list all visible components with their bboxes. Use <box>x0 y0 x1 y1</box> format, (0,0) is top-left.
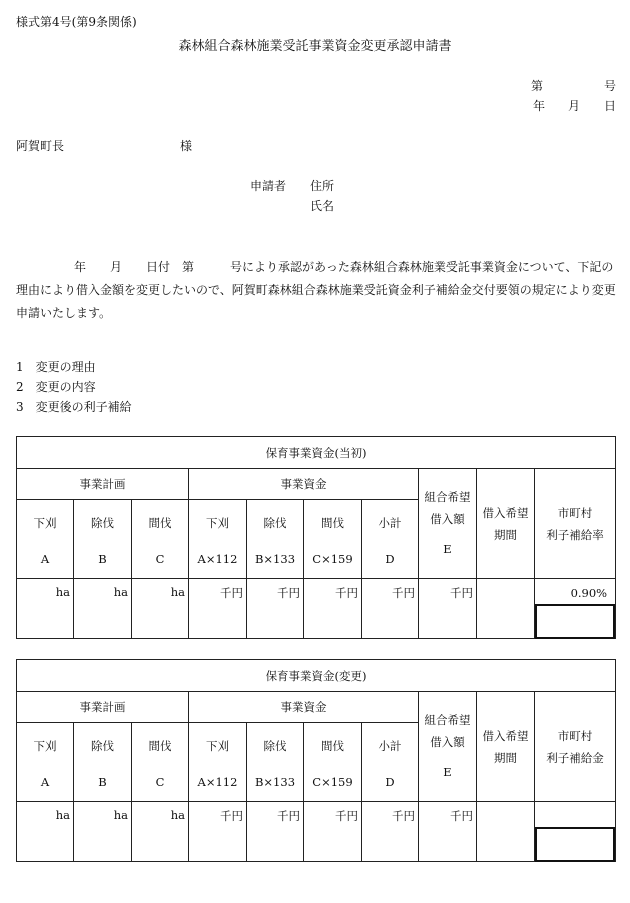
fund-col-kanbatsu: 間伐 C×159 <box>304 723 362 802</box>
loan-period-value <box>477 579 535 639</box>
fund-col-jobatsu: 除伐 B×133 <box>247 723 304 802</box>
unit-yen: 千円 <box>419 579 477 639</box>
unit-yen: 千円 <box>362 802 419 862</box>
rate-entry-box <box>535 604 615 639</box>
loan-request-header: 組合希望 借入額 E <box>419 469 477 579</box>
plan-col-shimokari: 下刈 A <box>17 500 74 579</box>
unit-yen: 千円 <box>247 579 304 639</box>
unit-ha: ha <box>17 802 74 862</box>
date-year: 年 <box>533 99 546 113</box>
unit-yen: 千円 <box>419 802 477 862</box>
fund-col-subtotal: 小計 D <box>362 723 419 802</box>
number-suffix: 号 <box>604 79 617 93</box>
number-label: 第 <box>531 79 544 93</box>
interest-rate-value: 0.90% <box>535 579 616 639</box>
plan-col-kanbatsu: 間伐 C <box>132 500 189 579</box>
group-plan-header: 事業計画 <box>17 469 189 500</box>
unit-yen: 千円 <box>304 802 362 862</box>
body-paragraph: 年 月 日付 第 号により承認があった森林組合森林施業受託事業資金について、下記の理由により借入金額を変更したいので、阿賀町森林組合森林施業受託資金利子補給金交付要領の規定により変更申請いたします。 <box>16 260 616 320</box>
group-plan-header: 事業計画 <box>17 692 189 723</box>
plan-col-jobatsu: 除伐 B <box>74 500 132 579</box>
loan-period-header: 借入希望 期間 <box>477 469 535 579</box>
fund-col-subtotal: 小計 D <box>362 500 419 579</box>
unit-yen: 千円 <box>362 579 419 639</box>
unit-ha: ha <box>132 802 189 862</box>
loan-request-header: 組合希望 借入額 E <box>419 692 477 802</box>
table-initial <box>16 436 616 639</box>
unit-ha: ha <box>132 579 189 639</box>
form-number: 様式第4号(第9条関係) <box>16 15 137 29</box>
loan-period-value <box>477 802 535 862</box>
unit-ha: ha <box>17 579 74 639</box>
document-title: 森林組合森林施業受託事業資金変更承認申請書 <box>178 39 452 54</box>
addressee-name: 阿賀町長 <box>16 139 65 153</box>
item-reason: 1 変更の理由 <box>16 360 96 374</box>
item-interest: 3 変更後の利子補給 <box>16 400 132 414</box>
unit-yen: 千円 <box>189 579 247 639</box>
unit-yen: 千円 <box>189 802 247 862</box>
date-day: 日 <box>604 99 617 113</box>
unit-ha: ha <box>74 802 132 862</box>
group-funds-header: 事業資金 <box>189 692 419 723</box>
loan-period-header: 借入希望 期間 <box>477 692 535 802</box>
plan-col-shimokari: 下刈 A <box>17 723 74 802</box>
unit-yen: 千円 <box>304 579 362 639</box>
unit-yen: 千円 <box>247 802 304 862</box>
plan-col-jobatsu: 除伐 B <box>74 723 132 802</box>
applicant-name-label: 氏名 <box>310 199 335 213</box>
fund-col-kanbatsu: 間伐 C×159 <box>304 500 362 579</box>
unit-ha: ha <box>74 579 132 639</box>
date-month: 月 <box>568 99 581 113</box>
table-changed <box>16 659 616 862</box>
table-changed-title: 保育事業資金(変更) <box>17 660 616 692</box>
fund-col-shimokari: 下刈 A×112 <box>189 500 247 579</box>
item-content: 2 変更の内容 <box>16 380 96 394</box>
addressee-honorific: 様 <box>180 139 193 153</box>
plan-col-kanbatsu: 間伐 C <box>132 723 189 802</box>
applicant-label: 申請者 <box>250 179 287 193</box>
table-initial-title: 保育事業資金(当初) <box>17 437 616 469</box>
subsidy-entry-box <box>535 827 615 862</box>
fund-col-jobatsu: 除伐 B×133 <box>247 500 304 579</box>
group-funds-header: 事業資金 <box>189 469 419 500</box>
city-rate-header: 市町村 利子補給率 <box>535 469 616 579</box>
city-subsidy-header: 市町村 利子補給金 <box>535 692 616 802</box>
fund-col-shimokari: 下刈 A×112 <box>189 723 247 802</box>
applicant-address-label: 住所 <box>310 179 335 193</box>
